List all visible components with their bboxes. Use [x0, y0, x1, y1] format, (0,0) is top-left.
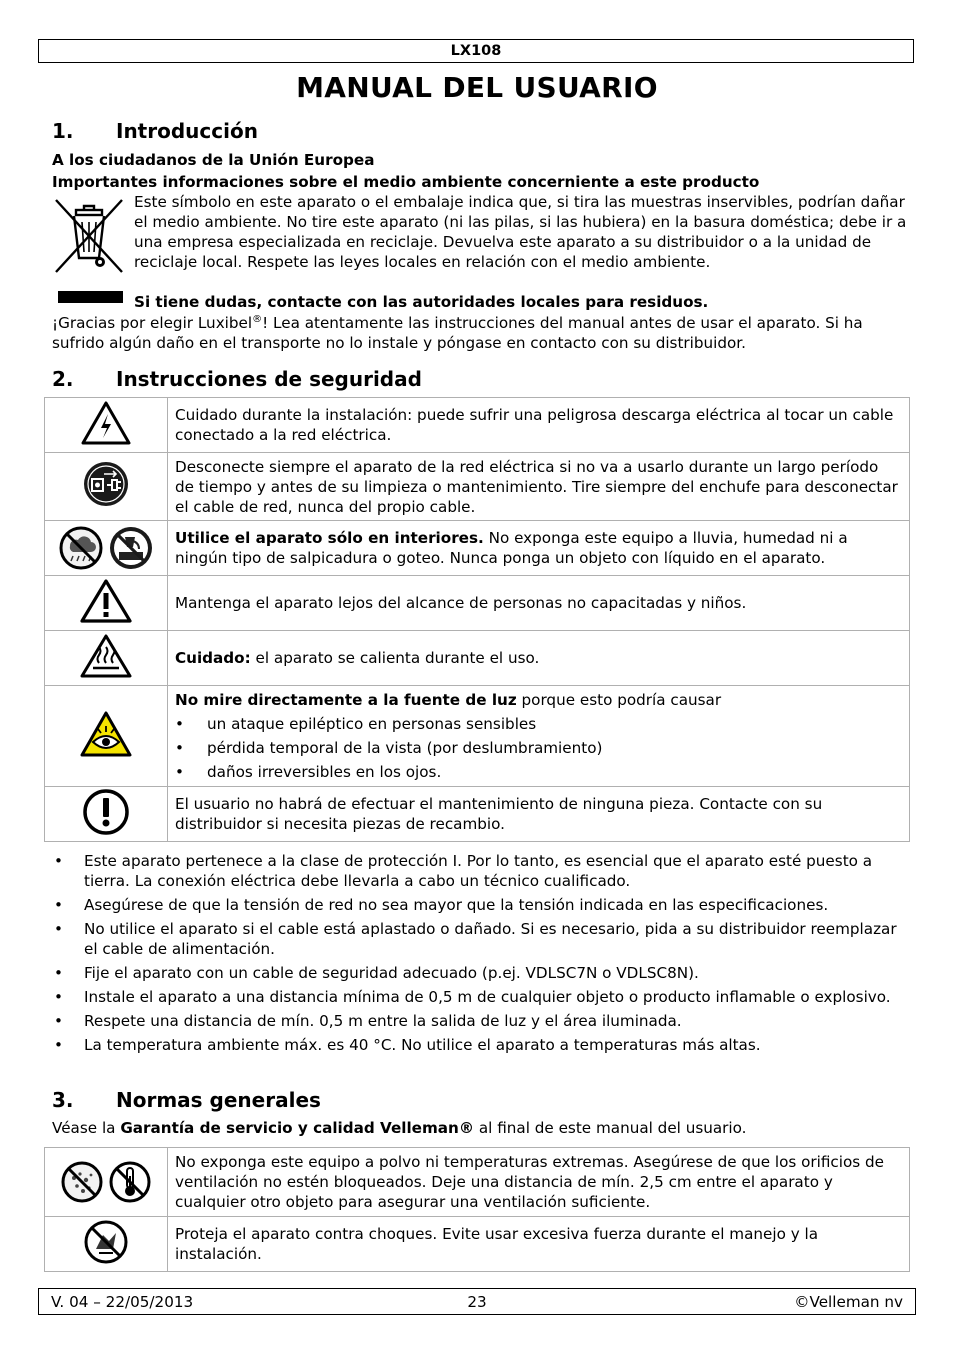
- light-warning-bold: No mire directamente a la fuente de luz: [175, 691, 517, 709]
- safety-icon-cell: [45, 398, 168, 453]
- warranty-bold: Garantía de servicio y calidad Velleman®: [120, 1119, 475, 1137]
- general-icon-cell: [45, 1148, 168, 1217]
- eye-warning-icon: [79, 710, 133, 758]
- weee-black-bar: [58, 291, 123, 303]
- safety-icon-cell: [45, 521, 168, 576]
- section-safety-heading: [52, 366, 422, 392]
- list-item: • Instale el aparato a una distancia mínima de 0,5 m de cualquier objeto o producto inflamable o explosivo.: [52, 987, 912, 1007]
- env-heading: Importantes informaciones sobre el medio ambiente concerniente a este producto: [52, 173, 760, 191]
- list-item: • La temperatura ambiente máx. es 40 °C. No utilice el aparato a temperaturas más altas.: [52, 1035, 912, 1055]
- section-number: 3.: [52, 1088, 74, 1112]
- safety-icon-cell: [45, 686, 168, 787]
- no-rain-icon: [58, 525, 104, 571]
- section-title: Introducción: [116, 119, 258, 143]
- general-text: Proteja el aparato contra choques. Evite usar excesiva fuerza durante el manejo y la instalación.: [168, 1217, 910, 1272]
- list-item: • Fije el aparato con un cable de seguridad adecuado (p.ej. VDLSC7N o VDLSC8N).: [52, 963, 912, 983]
- no-extreme-temperature-icon: [108, 1160, 152, 1204]
- list-item: • pérdida temporal de la vista (por deslumbramiento): [175, 736, 901, 760]
- header-model: LX108: [38, 39, 914, 63]
- caution-bold: Cuidado:: [175, 649, 251, 667]
- thanks-text-start: ¡Gracias por elegir Luxibel: [52, 314, 253, 332]
- general-text: No exponga este equipo a polvo ni temperaturas extremas. Asegúrese de que los orificios de ventilación no estén bloqueados. Deje una distancia de mín. 2,5 cm entre el aparato y cualquier otro objeto para asegurar una ventilación suficiente.: [168, 1148, 910, 1217]
- safety-row: [45, 453, 910, 521]
- safety-row: [45, 521, 910, 576]
- light-warning-text: porque esto podría causar: [516, 691, 722, 709]
- thanks-text-end: ! Lea atentamente las instrucciones del manual antes de usar el aparato. Si ha sufrido algún daño en el transporte no lo instale y póngase en contacto con su distribuidor.: [52, 314, 863, 352]
- safety-text: [168, 521, 910, 576]
- safety-icon-cell: [45, 576, 168, 631]
- eu-heading: A los ciudadanos de la Unión Europea: [52, 151, 375, 169]
- general-row: [45, 1217, 910, 1272]
- warranty-text-start: Véase la: [52, 1119, 121, 1137]
- section-title: Normas generales: [116, 1088, 321, 1112]
- light-warning-list: [175, 712, 901, 784]
- no-liquid-icon: [108, 525, 154, 571]
- safety-text: [168, 631, 910, 686]
- list-item: • No utilice el aparato si el cable está aplastado o dañado. Si es necesario, pida a su distribuidor reemplazar el cable de alimentación.: [52, 919, 912, 959]
- general-icon-cell: [45, 1217, 168, 1272]
- footer-copyright: ©Velleman nv: [794, 1293, 903, 1311]
- thanks-paragraph: [52, 313, 912, 353]
- section-general-heading: [52, 1087, 321, 1113]
- list-item: • Respete una distancia de mín. 0,5 m entre la salida de luz y el área iluminada.: [52, 1011, 912, 1031]
- list-item: • Asegúrese de que la tensión de red no sea mayor que la tensión indicada en las especificaciones.: [52, 895, 912, 915]
- caution-text: el aparato se calienta durante el uso.: [250, 649, 540, 667]
- indoor-use-text: No exponga este equipo a lluvia, humedad ni a ningún tipo de salpicadura o goteo. Nunca ponga un objeto con líquido en el aparato.: [175, 529, 848, 567]
- warranty-text-end: al final de este manual del usuario.: [474, 1119, 747, 1137]
- no-dust-icon: [60, 1160, 104, 1204]
- hot-surface-icon: [79, 633, 133, 679]
- list-item: • un ataque epiléptico en personas sensibles: [175, 712, 901, 736]
- section-intro-heading: [52, 118, 258, 144]
- safety-table: [44, 397, 910, 842]
- section-title: Instrucciones de seguridad: [116, 367, 422, 391]
- registered-mark: ®: [252, 313, 263, 325]
- safety-row: [45, 787, 910, 842]
- safety-row: [45, 398, 910, 453]
- safety-bullet-list: [52, 851, 912, 1059]
- crossed-out-bin-icon: [52, 194, 126, 278]
- weee-text: Este símbolo en este aparato o el embalaje indica que, si tira las muestras inservibles, podrían dañar el medio ambiente. No tire este aparato (ni las pilas, si las hubiera) en la basura doméstica; debe ir a una empresa especializada en reciclaje. Devuelva este aparato a su distribuidor o a la unidad de reciclaje local. Respete las leyes locales en relación con el medio ambiente.: [134, 193, 907, 271]
- footer-page-number: 23: [467, 1293, 487, 1311]
- attention-icon: [82, 788, 130, 836]
- safety-row: [45, 631, 910, 686]
- electric-shock-warning-icon: [80, 400, 132, 446]
- no-shock-icon: [83, 1219, 129, 1265]
- safety-text: El usuario no habrá de efectuar el mantenimiento de ninguna pieza. Contacte con su distribuidor si necesita piezas de recambio.: [168, 787, 910, 842]
- safety-icon-cell: [45, 787, 168, 842]
- general-table: [44, 1147, 910, 1272]
- section-number: 1.: [52, 119, 74, 143]
- footer-version: V. 04 – 22/05/2013: [51, 1293, 194, 1311]
- safety-icon-cell: [45, 453, 168, 521]
- page-footer: [38, 1288, 916, 1315]
- list-item: • Este aparato pertenece a la clase de protección I. Por lo tanto, es esencial que el aparato esté puesto a tierra. La conexión eléctrica debe llevarla a cabo un técnico cualificado.: [52, 851, 912, 891]
- indoor-use-bold: Utilice el aparato sólo en interiores.: [175, 529, 484, 547]
- waste-authorities-note: Si tiene dudas, contacte con las autoridades locales para residuos.: [134, 293, 709, 311]
- safety-text: [168, 686, 910, 787]
- list-item: • daños irreversibles en los ojos.: [175, 760, 901, 784]
- safety-row: [45, 576, 910, 631]
- safety-icon-cell: [45, 631, 168, 686]
- warranty-reference: [52, 1118, 912, 1138]
- safety-text: Desconecte siempre el aparato de la red eléctrica si no va a usarlo durante un largo período de tiempo y antes de su limpieza o mantenimiento. Tire siempre del enchufe para desconectar el cable de red, nunca del propio cable.: [168, 453, 910, 521]
- safety-text: Mantenga el aparato lejos del alcance de personas no capacitadas y niños.: [168, 576, 910, 631]
- general-row: [45, 1148, 910, 1217]
- page-title: MANUAL DEL USUARIO: [296, 71, 658, 104]
- safety-row: [45, 686, 910, 787]
- section-number: 2.: [52, 367, 74, 391]
- safety-text: Cuidado durante la instalación: puede sufrir una peligrosa descarga eléctrica al tocar un cable conectado a la red eléctrica.: [168, 398, 910, 453]
- caution-warning-icon: [79, 578, 133, 624]
- unplug-icon: [82, 460, 130, 508]
